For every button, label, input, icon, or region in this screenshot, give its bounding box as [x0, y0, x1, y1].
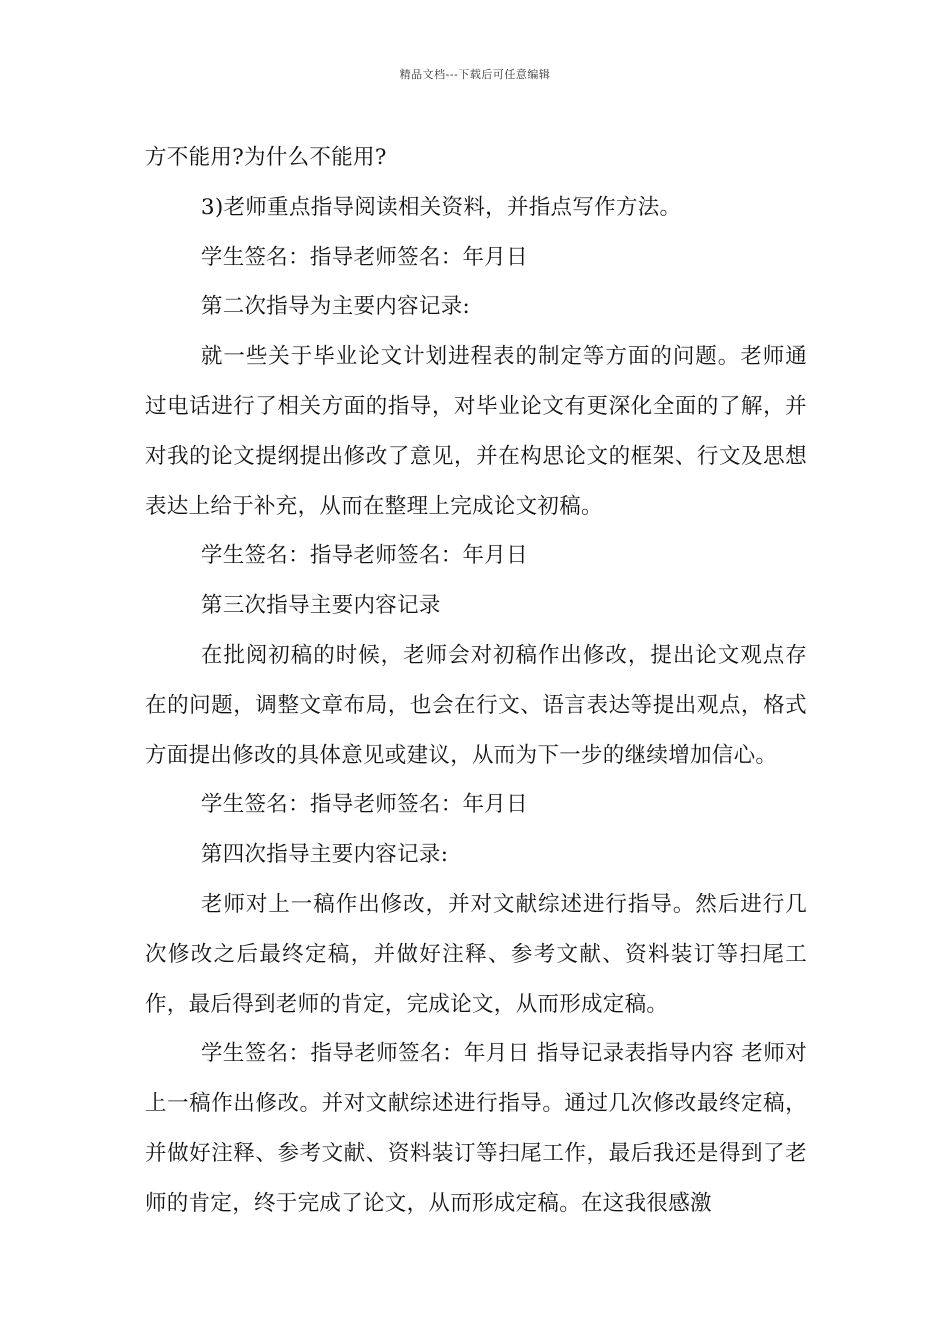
heading-third-guidance: 第三次指导主要内容记录: [200, 593, 441, 619]
document-body: [145, 133, 807, 1229]
signature-line-3: 学生签名：指导老师签名：年月日: [200, 792, 528, 818]
heading-fourth-guidance: 第四次指导主要内容记录:: [200, 842, 449, 868]
paragraph-fourth-guidance: 老师对上一稿作出修改，并对文献综述进行指导。然后进行几次修改之后最终定稿，并做好注释、参考文献、资料装订等扫尾工作，最后得到老师的肯定，完成论文，从而形成定稿。: [145, 891, 807, 1017]
signature-line-2: 学生签名：指导老师签名：年月日: [200, 543, 528, 569]
paragraph-continuation: 方不能用?为什么不能用?: [145, 145, 387, 170]
signature-line-1: 学生签名：指导老师签名：年月日: [200, 244, 528, 270]
heading-second-guidance: 第二次指导为主要内容记录:: [200, 294, 471, 320]
paragraph-final-record: 学生签名：指导老师签名：年月日 指导记录表指导内容 老师对上一稿作出修改。并对文献综述进行指导。通过几次修改最终定稿，并做好注释、参考文献、资料装订等扫尾工作，最后我还是得到了老师的肯定，终于完成了论文，从而形成定稿。在这我很感激: [145, 1041, 807, 1216]
page-header: 精品文档---下载后可任意编辑: [399, 68, 551, 81]
paragraph-second-guidance: 就一些关于毕业论文计划进程表的制定等方面的问题。老师通过电话进行了相关方面的指导，对毕业论文有更深化全面的了解，并对我的论文提纲提出修改了意见，并在构思论文的框架、行文及思想表达上给于补充，从而在整理上完成论文初稿。: [145, 344, 807, 519]
paragraph-third-guidance: 在批阅初稿的时候，老师会对初稿作出修改，提出论文观点存在的问题，调整文章布局，也会在行文、语言表达等提出观点，格式方面提出修改的具体意见或建议，从而为下一步的继续增加信心。: [145, 642, 807, 768]
paragraph-guidance-item-3: 3)老师重点指导阅读相关资料，并指点写作方法。: [200, 194, 682, 220]
